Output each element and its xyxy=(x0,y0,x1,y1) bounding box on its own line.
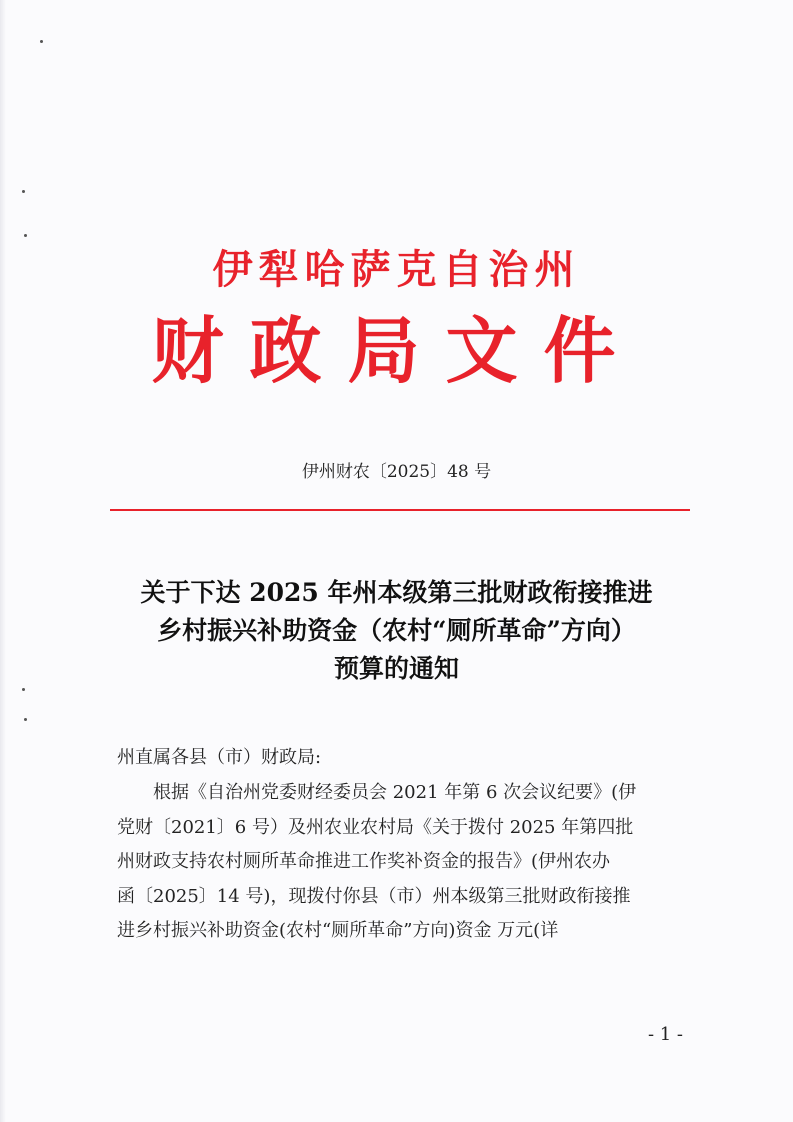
red-separator-line xyxy=(110,509,690,511)
body-line: 函〔2025〕14 号)，现拨付你县（市）州本级第三批财政衔接推 xyxy=(117,885,631,907)
body-line: 州财政支持农村厕所革命推进工作奖补资金的报告》(伊州农办 xyxy=(117,851,611,872)
body-paragraph xyxy=(117,776,687,949)
scan-speck xyxy=(24,718,27,721)
title-line: 关于下达 2025 年州本级第三批财政衔接推进 xyxy=(140,578,653,607)
body-line: 党财〔2021〕6 号）及州农业农村局《关于拨付 2025 年第四批 xyxy=(117,816,634,838)
notice-title xyxy=(80,574,713,688)
scan-speck xyxy=(22,190,25,193)
document-type-heading: 财政局文件 xyxy=(151,308,642,393)
scan-speck xyxy=(40,40,43,43)
scan-speck xyxy=(22,688,25,691)
body-line: 根据《自治州党委财经委员会 2021 年第 6 次会议纪要》(伊 xyxy=(153,782,637,803)
addressee: 州直属各县（市）财政局: xyxy=(117,747,322,768)
scan-speck xyxy=(24,234,27,237)
page-number: - 1 - xyxy=(647,1024,683,1045)
body-line: 进乡村振兴补助资金(农村“厕所革命”方向)资金 万元(详 xyxy=(117,920,559,941)
title-line: 乡村振兴补助资金（农村“厕所革命”方向） xyxy=(157,616,636,645)
document-number: 伊州财农〔2025〕48 号 xyxy=(301,462,492,482)
title-line: 预算的通知 xyxy=(333,654,459,683)
scan-edge-shadow xyxy=(0,0,6,1122)
issuing-organization: 伊犁哈萨克自治州 xyxy=(212,246,581,293)
